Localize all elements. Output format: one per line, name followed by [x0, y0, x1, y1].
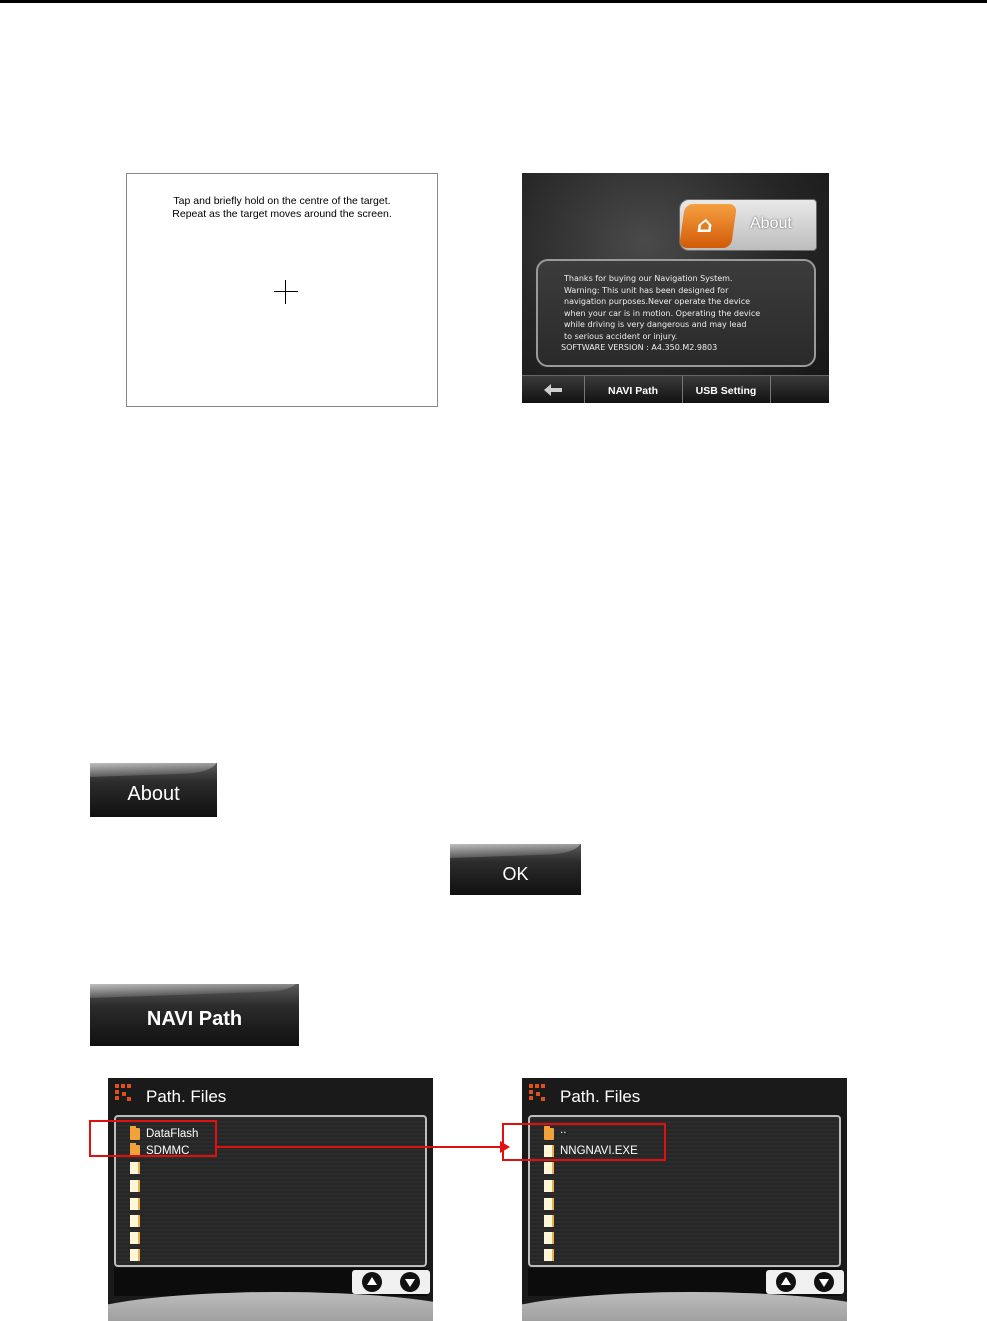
about-button-label: About [127, 783, 180, 805]
path-corner-icon [529, 1084, 551, 1106]
item-name: DataFlash [146, 1128, 199, 1140]
calibration-instructions [127, 195, 437, 221]
file-icon [544, 1162, 554, 1174]
about-bottom-bar [522, 375, 829, 403]
item-name: NNGNAVI.EXE [560, 1145, 638, 1157]
about-line: when your car is in motion. Operating the device [564, 308, 761, 318]
calibration-line-1: Tap and briefly hold on the centre of the target. [173, 195, 391, 207]
file-icon [130, 1249, 140, 1261]
about-tab-label: About [750, 215, 792, 232]
file-browser-title: Path. Files [146, 1087, 227, 1106]
about-button[interactable] [90, 763, 217, 817]
file-icon [130, 1215, 140, 1227]
file-browser-left [108, 1078, 433, 1321]
about-line: while driving is very dangerous and may lead [564, 320, 747, 329]
about-line: Thanks for buying our Navigation System. [564, 274, 733, 283]
navi-path-button-crop[interactable] [90, 984, 299, 1046]
item-name: .. [560, 1124, 567, 1136]
highlight-box-left [89, 1120, 217, 1157]
house-gear-icon: ⌂ [679, 204, 737, 248]
crosshair-target-icon[interactable] [274, 280, 298, 304]
file-icon [130, 1162, 140, 1174]
connector-line [216, 1146, 508, 1148]
scroll-controls [352, 1270, 430, 1294]
navi-path-button-label: NAVI Path [146, 1008, 243, 1030]
scroll-controls [766, 1270, 844, 1294]
software-version: SOFTWARE VERSION : A4.350.M2.9803 [561, 343, 718, 352]
decorative-swoosh [522, 1292, 847, 1321]
about-line: Warning: This unit has been designed for [564, 285, 729, 295]
decorative-swoosh [108, 1292, 433, 1321]
file-browser-right [522, 1078, 847, 1321]
file-icon [544, 1198, 554, 1210]
file-icon [544, 1249, 554, 1261]
ok-button-label: OK [502, 864, 529, 884]
file-icon [544, 1180, 554, 1192]
file-icon [544, 1215, 554, 1227]
file-icon [130, 1232, 140, 1244]
top-rule [0, 0, 987, 3]
scroll-up-icon[interactable] [362, 1272, 382, 1292]
item-name: SDMMC [146, 1145, 190, 1157]
file-icon [130, 1180, 140, 1192]
calibration-screen[interactable] [126, 173, 438, 407]
about-screen [522, 173, 829, 403]
file-browser-title: Path. Files [560, 1087, 641, 1106]
calibration-line-2: Repeat as the target moves around the screen. [172, 208, 392, 220]
connector-arrow-icon [500, 1141, 510, 1153]
file-icon [544, 1232, 554, 1244]
usb-setting-button[interactable]: USB Setting [682, 376, 771, 403]
about-line: to serious accident or injury. [564, 331, 678, 341]
about-info-text [561, 273, 804, 354]
file-icon [130, 1198, 140, 1210]
back-arrow-icon [544, 384, 562, 396]
scroll-up-icon[interactable] [776, 1272, 796, 1292]
about-line: navigation purposes.Never operate the device [564, 297, 751, 306]
scroll-down-icon[interactable] [400, 1272, 420, 1292]
scroll-down-icon[interactable] [814, 1272, 834, 1292]
ok-button[interactable] [450, 844, 581, 895]
back-button[interactable] [522, 376, 585, 403]
about-tab[interactable] [679, 199, 817, 251]
navi-path-button[interactable]: NAVI Path [584, 376, 683, 403]
path-corner-icon [115, 1084, 137, 1106]
bar-spacer [770, 376, 828, 403]
highlight-box-right [502, 1123, 666, 1161]
